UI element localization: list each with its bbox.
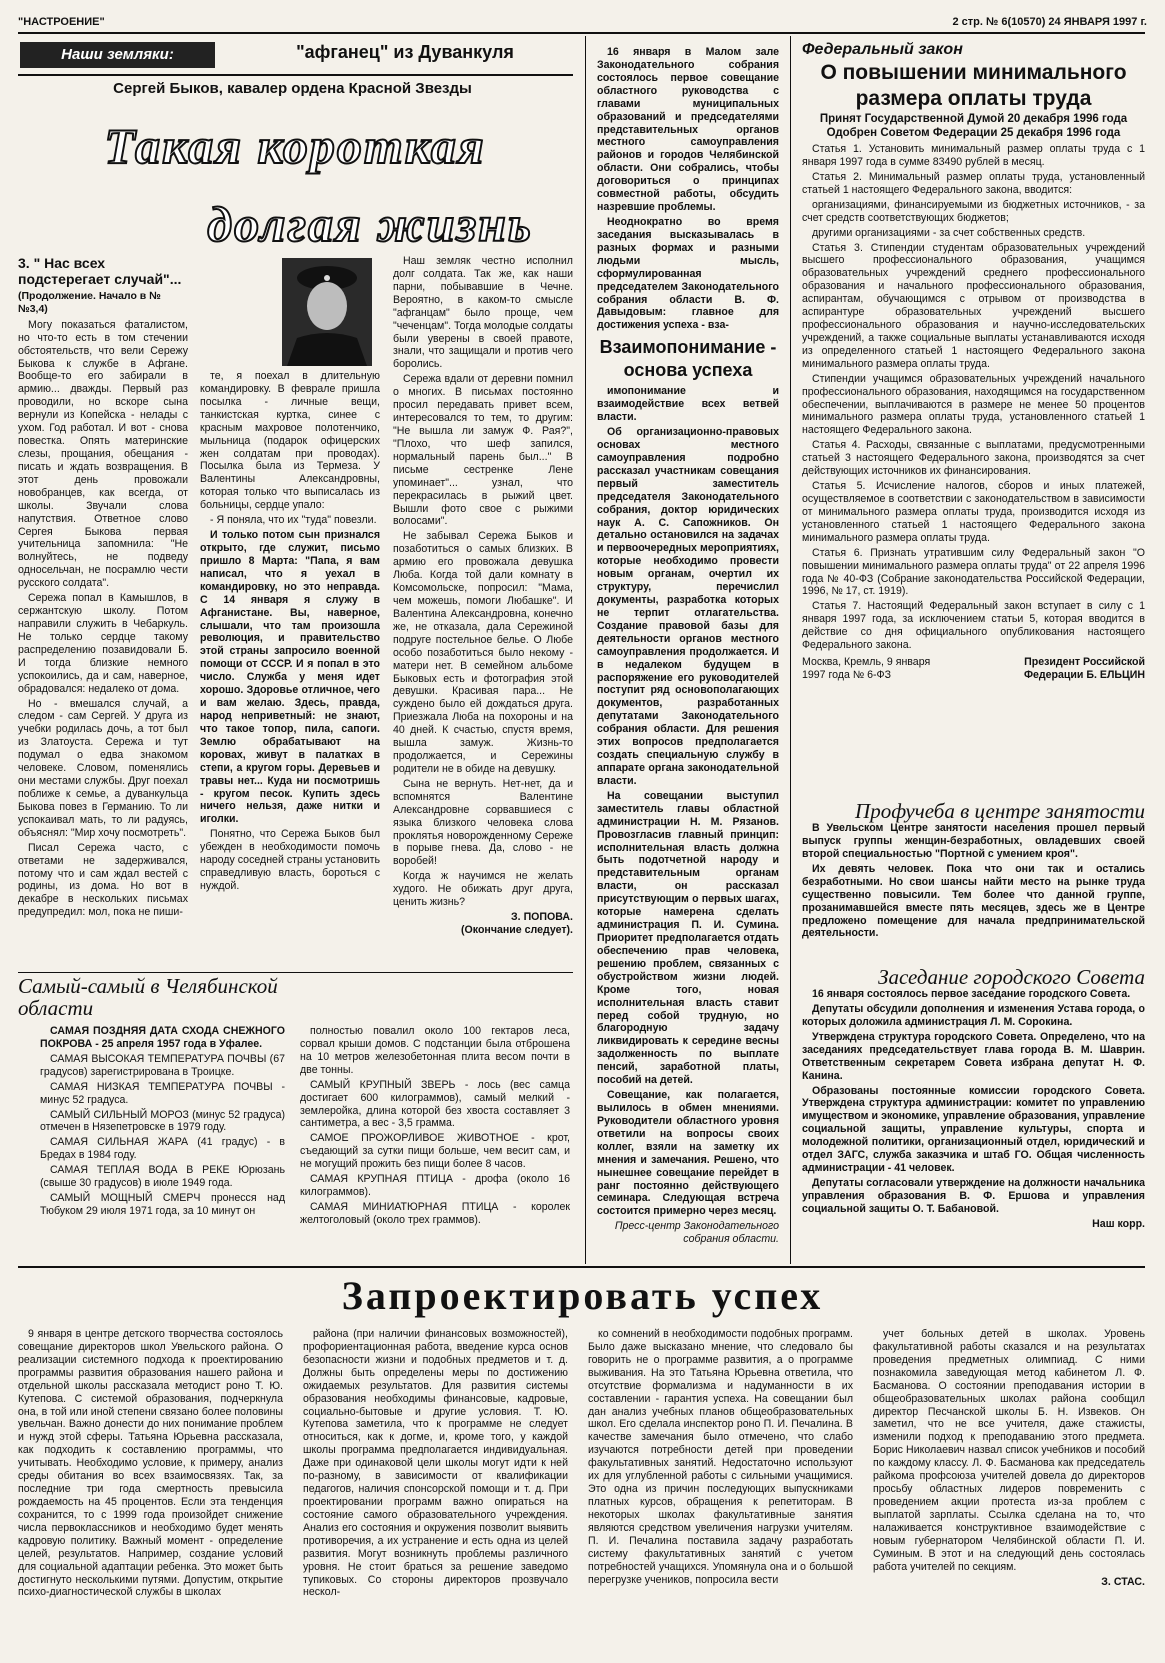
law-article-item: Статья 2. Минимальный размер оплаты труда, установленный статьей 1 настоящего Федерального закона, вводится: [802, 170, 1145, 196]
paragraph: Сына не вернуть. Нет-нет, да и вспомнятся Валентине Александровне сорвавшиеся с языка близкого человека слова проклятья новорожденному Сереже в порыве гнева. Да, слово - не воробей! [393, 777, 573, 868]
law-article-item: Статья 1. Установить минимальный размер оплаты труда с 1 января 1997 года в сумме 83490 рублей в месяц. [802, 143, 1145, 168]
law-article-item: Стипендии учащимся образовательных учреждений начального профессионального образования, находящимся на государственном обеспечении, выплачиваются в размере не менее 50 процентов минимального размера оплаты труда, установленного статьей 1 настоящего Федерального закона. [802, 372, 1145, 437]
law-kicker: Федеральный закон [802, 41, 963, 58]
feature-col-1 [18, 255, 188, 970]
law-place: Москва, Кремль, 9 января 1997 года № 6-ФЗ [802, 656, 931, 681]
record-item: САМАЯ ПОЗДНЯЯ ДАТА СХОДА СНЕЖНОГО ПОКРОВА - 25 апреля 1957 года в Уфалее. [40, 1025, 285, 1050]
paragraph: 9 января в центре детского творчества состоялось совещание директоров школ Увельского района. О реализации системного подхода к проектированию программы развития образования нашего района и отдельной школы рассказала методист роно Т. Ю. Кутепова. С системой образования, подчеркнула она, в той или иной степени связано более половины увельчан. Важно донести до них понимание проблем и нужд этой сферы. Татьяна Юрьевна рассказала, как подходить к составлению программы, что учитывать. Необходимо условие, к примеру, анализ среды обитания во всех взаимосвязях. Так, за последние три года смертность превысила рождаемость на 45 процентов. Если эта тенденция сохранится, то с 1999 года произойдет снижение числа первоклассников и необходимо будет менять кадровую политику. Важный момент - определение целей, результатов. Например, создание условий для социальной адаптации ребенка. Это может быть достигнуто несколькими путями. Допустим, открытие психо-диагностической службы в школах [18, 1328, 283, 1599]
paragraph: Могу показаться фаталистом, но что-то есть в том стечении обстоятельств, что вели Сережу Быкова к службе в Афгане. Вообще-то его забирали в армию... дважды. Первый раз проводили, но вскоре сына вернули из Копейска - нелады с ухом. Год работал. И вот - снова повестка. Опять материнские слезы, прощания, обещания - писать и ждать возвращения. В этот день провожали новобранцев, как всегда, от школы. Звучали слова напутствия. Ответное слово Сергея Быкова первая учительница запомнила: "Не волнуйтесь, не подведу односельчан, не посрамлю чести русского солдата". [18, 318, 188, 590]
feature-subtitle: "афганец" из Дуванкуля [296, 42, 514, 62]
law-article-item: Статья 5. Исчисление налогов, сборов и иных платежей, осуществляемое в соответствии с законодательством в зависимости от минимального размера оплаты труда, производится исходя из установленного статьей 1 настоящего Федерального закона минимального размера оплаты труда. [802, 480, 1145, 544]
feature-col-3 [393, 255, 573, 970]
record-item: САМАЯ СИЛЬНАЯ ЖАРА (41 градус) - в Бредах в 1984 году. [40, 1136, 285, 1162]
rule [790, 36, 791, 1264]
records-title: Самый-самый в Челябинской области [18, 974, 278, 1021]
bottom-col-2 [303, 1328, 568, 1658]
paragraph: Писал Сережа часто, с ответами не задерживался, потому что и сам ждал вестей с родины, из дома. Но вот в декабре в нескольких письмах предупредил: мол, пока не пиши- [18, 841, 188, 919]
feature-col-2 [200, 370, 380, 970]
law-article-item: Статья 7. Настоящий Федеральный закон вступает в силу с 1 января 1997 года, за исключением статьи 5, которая вводится в действие со дня официального опубликования настоящего Федерального закона. [802, 600, 1145, 652]
law-footer [802, 656, 1145, 682]
paragraph: - Я поняла, что их "туда" повезли. [210, 514, 377, 527]
bottom-col-1 [18, 1328, 283, 1658]
law-article-item: Статья 3. Стипендии студентам образовательных учреждений высшего профессионального образования, учащимся образовательных учреждений среднего профессионального образования и начального профессионального образования, аспирантам, обучающимся с отрывом от производства в аспирантуре образовательных учреждений высшего профессионального образования и научно-исследовательских учреждений, а также социальные выплаты устанавливаются исходя из определенного статьей 1 настоящего Федерального закона минимального размера оплаты труда. [802, 241, 1145, 370]
law-article-item: организациями, финансируемыми из бюджетных источников, - за счет средств соответствующих бюджетов; [802, 198, 1145, 224]
prof-lead: В Увельском Центре занятости населения прошел первый выпуск группы женщин-безработных, овладевших своей второй специальностью "Портной с умением кроя". [802, 822, 1145, 860]
record-item: САМЫЙ СИЛЬНЫЙ МОРОЗ (минус 52 градуса) отмечен в Нязепетровске в 1979 году. [40, 1108, 285, 1134]
rule [18, 1266, 1145, 1268]
paragraph: Совещание, как полагается, вылилось в обмен мнениями. Руководители областного уровня ответили на вопросы своих коллег, взяли на заметку их мнения и замечания. Решено, что нынешнее совещание перейдет в ранг постоянно действующего семинара. Следующая встреча состоится примерно через месяц. [597, 1089, 779, 1218]
paragraph: Не забывал Сережа Быков и позаботиться о самых близких. В армию его провожала девушка Люба. Когда той дали комнату в Комсомольске, попросил: "Мама, чем можешь, помоги Любашке". И Валентина Александровна, конечно же, не отказала, дала Сережиной подруге постельное белье. О Любе особо позаботиться было некому - матери нет. В семейном альбоме Быковых есть и фотография этой девушки. Красивая пара... Не суждено было ей дождаться друга. Приезжала Люба на похороны и на 40 дней. К счастью, спустя время, вышла замуж. Жизнь-то продолжается, и Сережины родители не в обиде на девушку. [393, 530, 573, 775]
feature-title-line-2: долгая жизнь [207, 195, 533, 252]
law-adopted-council: Одобрен Советом Федерации 25 декабря 1996 года [826, 127, 1121, 140]
feature-author: З. ПОПОВА. [511, 911, 573, 924]
bottom-author: З. СТАС. [1101, 1575, 1145, 1588]
record-item: полностью повалил около 100 гектаров леса, сорвал крыши домов. С подстанции была отброшена на 10 метров железобетонная плита весом почти в две тонны. [300, 1025, 570, 1076]
paragraph: района (при наличии финансовых возможностей), профориентационная работа, введение курса основ безопасности жизни и подобных предметов и т. д. Должны быть определены меры по достижению ожидаемых результатов. Для развития системы образования необходимы финансовые, кадровые, социально-бытовые и другие условия. Т. Ю. Кутепова заметила, что к программе не следует относиться, как к догме, и, кроме того, у каждой школы программа предполагается индивидуальная. Даже при одинаковой цели школы могут идти к ней по-разному, в зависимости от квалификации педагогов, наличия спонсорской помощи и т. д. При проектировании программ важно опираться на состояние самого образовательного учреждения. Анализ его состояния и окружения позволит выявить противоречия, а их устранение и есть одна из целей развития. Могут возникнуть проблемы различного уровня. Не стоит браться за решение заведомо тупиковых. Со стороны директоров прозвучало нескол- [303, 1328, 568, 1599]
law-article-item: Статья 6. Признать утратившим силу Федеральный закон "О повышении минимального размера оплаты труда" от 22 апреля 1996 года № 40-ФЗ (Собрание законодательства Российской Федерации, 1996, № 17, ст. 1919). [802, 546, 1145, 598]
record-item: САМЫЙ МОЩНЫЙ СМЕРЧ пронесся над Тюбуком 29 июля 1971 года, за 10 минут он [40, 1192, 285, 1217]
record-item: САМАЯ ТЕПЛАЯ ВОДА В РЕКЕ Юрюзань (свыше 30 градусов) в июле 1949 года. [40, 1164, 285, 1190]
law-article [802, 40, 1145, 800]
feature-title-line-1: Такая короткая [104, 118, 486, 174]
meeting-lead: 16 января в Малом зале Законодательного собрания состоялось первое совещание областного руководства с главами муниципальных образований и председателями представительных органов местного самоуправления районов и городов Челябинской области. Они собрались, чтобы договориться о принципах совместной работы, обсудить назревшие проблемы. [597, 46, 779, 214]
paragraph: Когда ж научимся не желать худого. Не обижать друг друга, ценить жизнь? [393, 870, 573, 909]
records-col-1 [40, 1025, 285, 1257]
paragraph: учет больных детей в школах. Уровень факультативной работы сказался и на результатах проведения предметных олимпиад. С ними познакомила заведующая метод кабинетом Л. Ф. Басманова. О состоянии преподавания истории в общеобразовательных школах района сообщил директор Песчанской школы Б. Н. Извеков. Он заметил, что не все учителя, даже стажисты, изменили подход к преподаванию этого предмета. Борис Николаевич назвал список учебников и пособий по каждому классу. Л. Ф. Басманова как председатель райкома профсоюза учителей довела до директоров просьбу областных лидеров повременить с проведением акции протеста из-за проблем с выплатой зарплаты. Ссылка сделана на то, что налаживается конструктивное взаимодействие с новым губернатором Челябинской области П. И. Суминым. В этот и на следующий день состоялась работа учителей по секциям. [873, 1328, 1145, 1573]
issue-line: 2 стр. № 6(10570) 24 ЯНВАРЯ 1997 г. [952, 16, 1147, 28]
record-item: САМАЯ ВЫСОКАЯ ТЕМПЕРАТУРА ПОЧВЫ (67 градусов) зарегистрирована в Троицке. [40, 1052, 285, 1078]
paragraph: Но - вмешался случай, а следом - сам Сергей. У друга из учебки родилась дочь, а тот был из Златоуста. Сережа и тут подумал о едва знакомом человеке. Словом, поменялись они местами службы. Друг поехал поближе к семье, а дуванкульца Быкова повез в Германию. То ли успокаивал мать, то ли радуясь, объяснял: "Мир хочу посмотреть". [18, 697, 188, 839]
feature-title [20, 108, 570, 263]
paragraph: имопонимание и взаимодействие всех ветвей власти. [597, 385, 779, 424]
record-item: САМАЯ МИНИАТЮРНАЯ ПТИЦА - королек желтоголовый (около трех граммов). [300, 1200, 570, 1226]
bottom-title: Запроектировать успех [341, 1273, 824, 1318]
feature-subtitle-2: Сергей Быков, кавалер ордена Красной Звезды [113, 80, 472, 97]
paragraph: И только потом сын признался открыто, где служит, письмо пришло 8 Марта: "Папа, я вам написал, что я уехал в командировку, но это неправда. С 14 января я служу в Афганистане. Вы, наверное, слышали, что там произошла революция, и правительство этой страны запросило военной помощи от СССР. И я попал в это число. Служба у меня идет хорошо. Здоровье отличное, чего и вам желаю. Здесь, правда, народ неприветный: не знают, что такое топор, пила, сапоги. Землю обрабатывают на коровах, живут в палатках в степи, а кругом горы. Деревьев и травы нет... Куда ни посмотришь - кругом песок. Купить здесь ничего нельзя, даже нитки и иголки. [200, 529, 380, 826]
rule [18, 972, 573, 973]
prof-title: Профучеба в центре занятости [855, 800, 1145, 823]
prof-body: Их девять человек. Пока что они так и остались безработными. Но свои шансы найти место на рынке труда существенно повысили. Тем более что данной группе, прозанимавшейся вместе пять месяцев, здесь же в Центре предложено помещение для начала предпринимательской деятельности. [802, 862, 1145, 940]
meeting-article [597, 46, 779, 1258]
law-adopted-duma: Принят Государственной Думой 20 декабря 1996 года [819, 113, 1128, 126]
paragraph: Сережа вдали от деревни помнил о многих. В письмах постоянно просил передавать привет всем, интересовался то тем, то другим: "Не вышла ли замуж Ф. Рая?", "Плохо, что шеф запился, нормальный парень был..." В письме сестренке Лене упоминает"... узнал, что перекрасилась в рыжий цвет. Вышли фото свое с рыжими волосами". [393, 373, 573, 528]
paragraph: ко сомнений в необходимости подобных программ. Было даже высказано мнение, что следовало бы говорить не о программе развития, а о программе выживания. На это Татьяна Юрьевна ответила, что отсутствие формализма и надуманности в их составлении - гарантия успеха. На совещании был дан анализ учебных планов общеобразовательных школ. Его сделала инспектор роно П. И. Печалина. В качестве замечания было отмечено, что слабо изучаются потребности детей при проведении факультативных занятий. Недостаточно используют их для углубленной работы с сильными учащимися. Это одна из причин последующих выпускниками платных курсов, обращения к репетиторам. В некоторых школах факультативные занятия являются средством увеличения нагрузки учителям. П. И. Печалина поставила задачу разработать систему факультативных занятий с учетом потребностей учащихся. Упомянула она и о большой перегрузке учеников, попросила вести [588, 1328, 853, 1586]
meeting-p2: Неоднократно во время заседания высказывалась в разных формах и разными людьми мысль, сформулированная председателем Законодательного собрания области В. Ф. Давыдовым: главное для достижения успеха - вза- [597, 215, 779, 332]
paragraph: Депутаты согласовали утверждение на должности начальника управления образования В. Ф. Ершова и управления социальной защиты О. Т. Бабановой. [802, 1176, 1145, 1215]
paragraph: 16 января состоялось первое заседание городского Совета. [812, 988, 1131, 1001]
paragraph: Депутаты обсудили дополнения и изменения Устава города, о которых доложила администрация Л. М. Сорокина. [802, 1002, 1145, 1028]
paragraph: Образованы постоянные комиссии городского Совета. Утверждена структура администрации: комитет по управлению имуществом и экономике, управление образования, управление социальной защиты, управление культуры, спорта и молодежной политики, организационный отдел, юридический и отдел ЗАГС, служба заказчика и штаб ГО. Общая численность администрации - 41 человек. [802, 1084, 1145, 1175]
soldier-photo [282, 258, 372, 366]
law-article-item: другими организациями - за счет собственных средств. [812, 226, 1086, 239]
law-article-item: Статья 4. Расходы, связанные с выплатами, предусмотренными статьей 3 настоящего Федерального закона, производятся за счет действующих источников их финансирования. [802, 439, 1145, 478]
record-item: САМАЯ НИЗКАЯ ТЕМПЕРАТУРА ПОЧВЫ - минус 52 градуса. [40, 1080, 285, 1106]
records-col-2 [300, 1025, 570, 1257]
prof-article [802, 800, 1145, 968]
feature-cont: (Продолжение. Начало в №№3,4) [18, 290, 161, 315]
record-item: САМАЯ КРУПНАЯ ПТИЦА - дрофа (около 16 килограммов). [300, 1173, 570, 1199]
rule [18, 74, 573, 76]
rule [585, 36, 586, 1264]
paragraph: те, я поехал в длительную командировку. В феврале пришла посылка - личные вещи, танкистская куртка, синее с красным махровое полотенчико, мыльница (подарок офицерских жен солдатам при проводах). Посылка была из Термеза. У Валентины Александровны, которая только что выписалась из больницы, сердце упало: [200, 370, 380, 512]
law-signer: Президент Российской Федерации Б. ЕЛЬЦИН [1023, 656, 1145, 681]
portrait-icon [282, 258, 372, 366]
paragraph: Наш земляк честно исполнил долг солдата. Так же, как наши парни, побывавшие в Чечне. Вероятно, в каком-то смысле "афганцам" было проще, чем "чеченцам". Тогда молодые солдаты были уверены в своей правоте, знали, что защищали и против чего боролись. [393, 255, 573, 371]
bottom-col-4 [873, 1328, 1145, 1658]
council-sign: Наш корр. [1092, 1217, 1145, 1230]
paragraph: На совещании выступил заместитель главы областной администрации Н. М. Рязанов. Провозгласив главный принцип: исполнительная власть должна быть подотчетной народу и представительным органам власти, он рассказал присутствующим о первых шагах, которые намерена сделать администрация П. И. Сумина. Приоритет предполагается отдать обеспечению прав человека, решению проблем, связанных с обустройством жизни людей. Кроме того, новая исполнительная власть ставит перед собой трудную, но благородную задачу ликвидировать к середине весны задолженность по выплате пенсий, заработной платы, пособий на детей. [597, 789, 779, 1087]
feature-section-head: 3. " Нас всех подстерегает случай"... [18, 255, 182, 288]
masthead: "НАСТРОЕНИЕ" [18, 16, 105, 28]
council-article [802, 966, 1145, 1262]
record-item: САМЫЙ КРУПНЫЙ ЗВЕРЬ - лось (вес самца достигает 600 килограммов), самый мелкий - землеройка, длина которой без хвоста составляет 3 сантиметра, а вес - 3,5 грамма. [300, 1078, 570, 1130]
law-title: О повышении минимального размера оплаты труда [820, 60, 1127, 110]
council-title: Заседание городского Совета [878, 966, 1145, 989]
meeting-title: Взаимопонимание - основа успеха [599, 337, 777, 380]
feature-end-note: (Окончание следует). [461, 924, 573, 937]
paragraph: Понятно, что Сережа Быков был убежден в необходимости помочь народу соседней страны установить справедливую власть, бороться с нуждой. [200, 828, 380, 892]
paragraph: Утверждена структура городского Совета. Определено, что на заседаниях председательствует глава города В. М. Шаврин. Ответственным секретарем Совета избрана депутат Н. Ф. Канина. [802, 1030, 1145, 1082]
record-item: САМОЕ ПРОЖОРЛИВОЕ ЖИВОТНОЕ - крот, съедающий за сутки пищи больше, чем весит сам, и не могущий прожить без пищи более 8 часов. [300, 1132, 570, 1171]
meeting-sign: Пресс-центр Законодательного собрания области. [614, 1220, 779, 1246]
bottom-col-3 [588, 1328, 853, 1658]
paragraph: Об организационно-правовых основах местного самоуправления подробно рассказал участникам совещания первый заместитель председателя Законодательного собрания, доктор юридических наук А. С. Сапожников. Он детально остановился на задачах и первоочередных мероприятиях, которые необходимо провести новым органам, очертил их структуру, перечислил документы, разработка которых не терпит отлагательства. Создание правовой базы для деятельности органов местного самоуправления продолжается. И в недалеком будущем в распоряжение его руководителей поступит ряд основополагающих документов, разработанных депутатами Законодательного собрания области. Для решения этих вопросов предполагается создать специальную службу в аппарате органа законодательной власти. [597, 426, 779, 787]
paragraph: Сережа попал в Камышлов, в сержантскую школу. Потом направили служить в Чебаркуль. Не только сердце такому распределению позавидовали Б. И тогда близкие немного успокоились, да и сам, наверное, обрадовался: недалеко от дома. [18, 592, 188, 695]
top-rule [18, 32, 1145, 34]
section-tag: Наши земляки: [20, 42, 215, 68]
